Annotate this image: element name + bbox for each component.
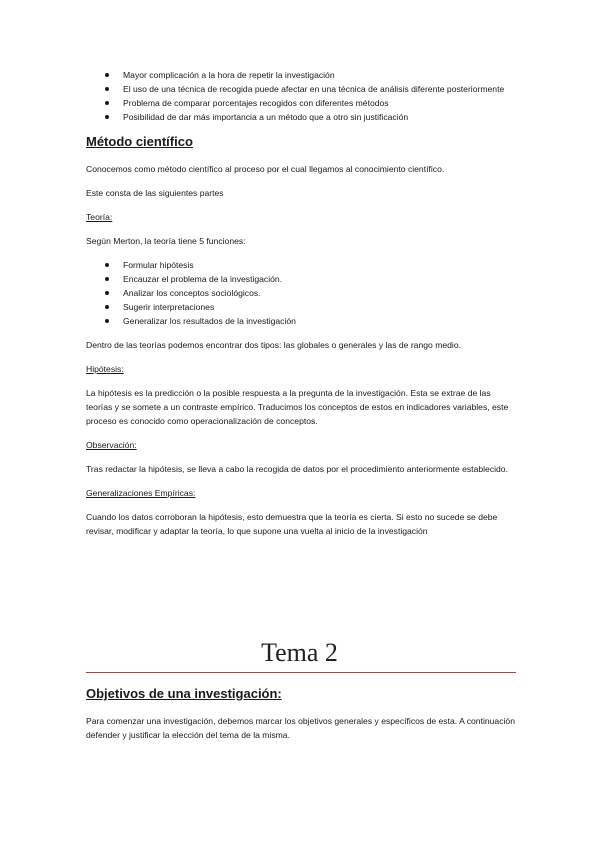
paragraph-objetivos: Para comenzar una investigación, debemos marcar los objetivos generales y específicos de esta. A continuación defender y justificar la elección del tema de la misma. [86, 716, 515, 740]
top-bullet-list [86, 68, 518, 124]
document-body [86, 68, 518, 538]
tema-divider [86, 672, 516, 673]
subheading-hipotesis: Hipótesis: [86, 364, 124, 374]
tema-title: Tema 2 [261, 638, 338, 667]
list-item: El uso de una técnica de recogida puede afectar en una técnica de análisis diferente posteriormente [86, 82, 518, 96]
paragraph-intro: Conocemos como método científico al proceso por el cual llegamos al conocimiento científico. [86, 164, 445, 174]
list-item: Mayor complicación a la hora de repetir la investigación [86, 68, 518, 82]
subheading-teoria: Teoría: [86, 212, 113, 222]
subheading-observacion: Observación: [86, 440, 137, 450]
list-item: Generalizar los resultados de la investigación [86, 314, 518, 328]
section-heading-metodo: Método científico [86, 134, 193, 149]
paragraph-parts: Este consta de las siguientes partes [86, 188, 224, 198]
list-item: Formular hipótesis [86, 258, 518, 272]
objetivos-section [86, 686, 518, 742]
paragraph-merton: Según Merton, la teoría tiene 5 funciones: [86, 236, 246, 246]
paragraph-teorias-tipos: Dentro de las teorías podemos encontrar dos tipos: las globales o generales y las de rango medio. [86, 340, 462, 350]
section-heading-objetivos: Objetivos de una investigación: [86, 686, 282, 701]
paragraph-observacion: Tras redactar la hipótesis, se lleva a cabo la recogida de datos por el procedimiento anteriormente establecido. [86, 464, 508, 474]
functions-list [86, 258, 518, 328]
list-item: Analizar los conceptos sociológicos. [86, 286, 518, 300]
list-item: Sugerir interpretaciones [86, 300, 518, 314]
list-item: Posibilidad de dar más importancia a un método que a otro sin justificación [86, 110, 518, 124]
list-item: Encauzar el problema de la investigación. [86, 272, 518, 286]
subheading-generalizaciones: Generalizaciones Empíricas: [86, 488, 196, 498]
paragraph-hipotesis: La hipótesis es la predicción o la posible respuesta a la pregunta de la investigación. Esta se extrae de las teorías y se somete a un contraste empírico. Traducimos los conceptos de estos en indicadores variables, este proceso es conocido como operacionalización de conceptos. [86, 388, 509, 426]
list-item: Problema de comparar porcentajes recogidos con diferentes métodos [86, 96, 518, 110]
paragraph-generalizaciones: Cuando los datos corroboran la hipótesis, esto demuestra que la teoría es cierta. Si esto no sucede se debe revisar, modificar y adaptar la teoría, lo que supone una vuelta al inicio de la investigación [86, 512, 498, 536]
